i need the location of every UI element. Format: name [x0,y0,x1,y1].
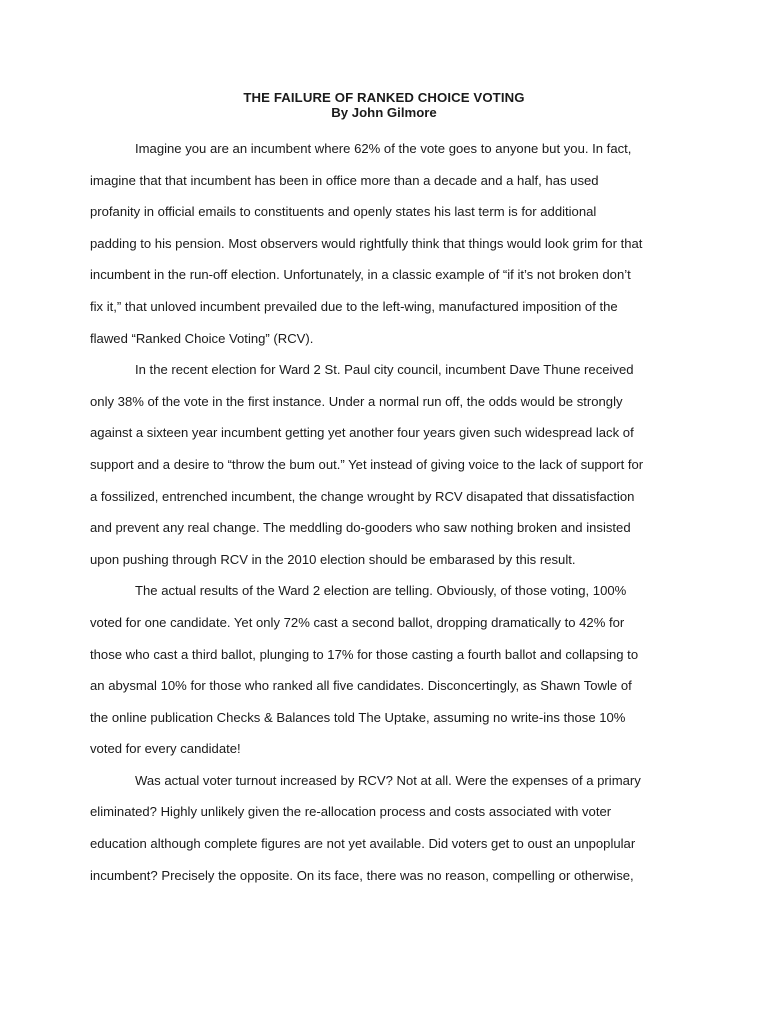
text-line: flawed “Ranked Choice Voting” (RCV). [90,330,314,346]
text-line: voted for one candidate. Yet only 72% cast a second ballot, dropping dramatically to 42% for [90,614,625,630]
text-line: voted for every candidate! [90,741,241,757]
text-line: In the recent election for Ward 2 St. Paul city council, incumbent Dave Thune received [135,362,634,378]
author-byline: By John Gilmore [331,105,437,120]
text-line: against a sixteen year incumbent getting yet another four years given such widespread lack of [90,425,634,441]
paragraph [90,133,680,354]
text-line: The actual results of the Ward 2 election are telling. Obviously, of those voting, 100% [135,583,627,599]
text-line: incumbent? Precisely the opposite. On its face, there was no reason, compelling or otherwise, [90,867,634,883]
text-line: fix it,” that unloved incumbent prevailed due to the left-wing, manufactured imposition of the [90,298,618,314]
text-line: an abysmal 10% for those who ranked all five candidates. Disconcertingly, as Shawn Towle of [90,678,632,694]
text-line: and prevent any real change. The meddling do-gooders who saw nothing broken and insisted [90,520,631,536]
text-line: the online publication Checks & Balances told The Uptake, assuming no write-ins those 10% [90,709,626,725]
text-line: support and a desire to “throw the bum out.” Yet instead of giving voice to the lack of support for [90,456,644,472]
text-line: padding to his pension. Most observers would rightfully think that things would look grim for that [90,235,643,251]
text-line: Imagine you are an incumbent where 62% of the vote goes to anyone but you. In fact, [135,141,632,156]
text-line: profanity in official emails to constituents and openly states his last term is for additional [90,204,597,220]
document-title: THE FAILURE OF RANKED CHOICE VOTING [243,90,525,105]
text-line: Was actual voter turnout increased by RCV? Not at all. Were the expenses of a primary [135,772,641,788]
text-line: those who cast a third ballot, plunging to 17% for those casting a fourth ballot and collapsing to [90,646,639,662]
text-line: only 38% of the vote in the first instance. Under a normal run off, the odds would be strongly [90,393,623,409]
document-body [90,133,680,891]
paragraph [90,354,680,575]
paragraph [90,575,680,765]
text-line: upon pushing through RCV in the 2010 election should be embarased by this result. [90,551,576,567]
text-line: education although complete figures are not yet available. Did voters get to oust an unpoplular [90,836,636,852]
text-line: incumbent in the run-off election. Unfortunately, in a classic example of “if it’s not broken don’t [90,267,631,283]
paragraph [90,765,680,891]
text-line: imagine that that incumbent has been in office more than a decade and a half, has used [90,172,599,188]
text-line: eliminated? Highly unlikely given the re-allocation process and costs associated with voter [90,804,612,820]
text-line: a fossilized, entrenched incumbent, the change wrought by RCV disapated that dissatisfaction [90,488,635,504]
title-block [0,90,768,120]
